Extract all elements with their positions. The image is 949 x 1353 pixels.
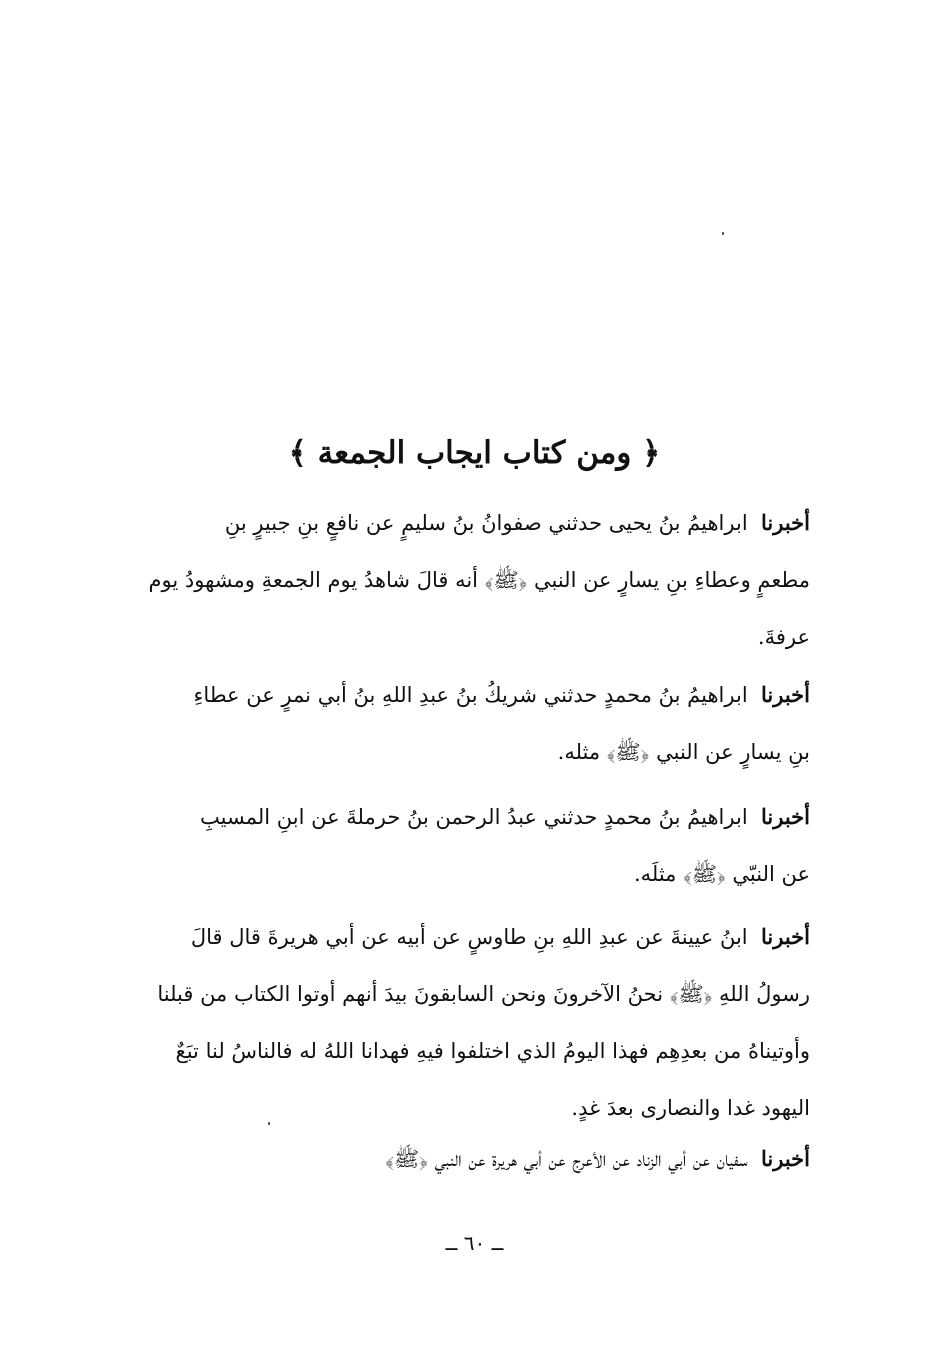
line-text: ابراهيمُ بنُ يحيى حدثني صفوانُ بنُ سليمٍ عن نافعٍ بنِ جبيرٍ بنِ (224, 511, 748, 535)
text-line: بنِ يسارٍ عن النبي ﴿ﷺ﴾ مثله. (557, 740, 810, 764)
text-line (120, 788, 810, 846)
hadith-paragraph-4 (120, 908, 810, 1137)
text-line: عرفةَ. (757, 625, 810, 649)
text-line (120, 494, 810, 552)
text-line (120, 1130, 810, 1188)
hadith-paragraph-5 (120, 1130, 810, 1188)
page-number: ــ ٦٠ ــ (445, 1231, 504, 1255)
text-line: وأوتيناهُ من بعدِهِم فهذا اليومُ الذي اختلفوا فيهِ فهدانا اللهُ له فالناسُ لنا تبَعٌ (175, 1039, 810, 1063)
line-text: ابراهيمُ بنُ محمدٍ حدثني عبدُ الرحمن بنُ حرملةَ عن ابنِ المسيبِ (200, 805, 748, 829)
narrator-word: أخبرنا (761, 510, 810, 535)
text-line: مطعمٍ وعطاءِ بنِ يسارٍ عن النبي ﴿ﷺ﴾ أنه قالَ شاهدُ يوم الجمعةِ ومشهودُ يوم (148, 568, 810, 592)
narrator-word: أخبرنا (761, 924, 810, 949)
line-text: ابنُ عيينةَ عن عبدِ اللهِ بنِ طاوسٍ عن أبيه عن أبي هريرةَ قال قالَ (190, 925, 748, 949)
hadith-paragraph-2 (120, 666, 810, 781)
narrator-word: أخبرنا (761, 682, 810, 707)
chapter-heading: ﴿ ومن كتاب ايجاب الجمعة ﴾ (288, 435, 661, 471)
hadith-paragraph-1 (120, 494, 810, 666)
hadith-paragraph-3 (120, 788, 810, 903)
text-line (120, 908, 810, 966)
line-text: سفيان عن أبي الزناد عن الأعرج عن أبي هريرة عن النبي ﴿ﷺ﴾ (385, 1147, 748, 1171)
line-text: ابراهيمُ بنُ محمدٍ حدثني شريكُ بنُ عبدِ اللهِ بنُ أبي نمرٍ عن عطاءِ (193, 683, 748, 707)
narrator-word: أخبرنا (761, 1146, 810, 1171)
text-line: رسولُ اللهِ ﴿ﷺ﴾ نحنُ الآخرونَ ونحن السابقونَ بيدَ أنهم أوتوا الكتاب من قبلنا (157, 982, 810, 1006)
narrator-word: أخبرنا (761, 804, 810, 829)
scan-speck (722, 232, 724, 235)
text-line: عن النبّي ﴿ﷺ﴾ مثلَه. (633, 862, 810, 886)
text-line: اليهود غدا والنصارى بعدَ غدٍ. (571, 1096, 810, 1120)
scan-speck (268, 1122, 270, 1125)
text-line (120, 666, 810, 724)
